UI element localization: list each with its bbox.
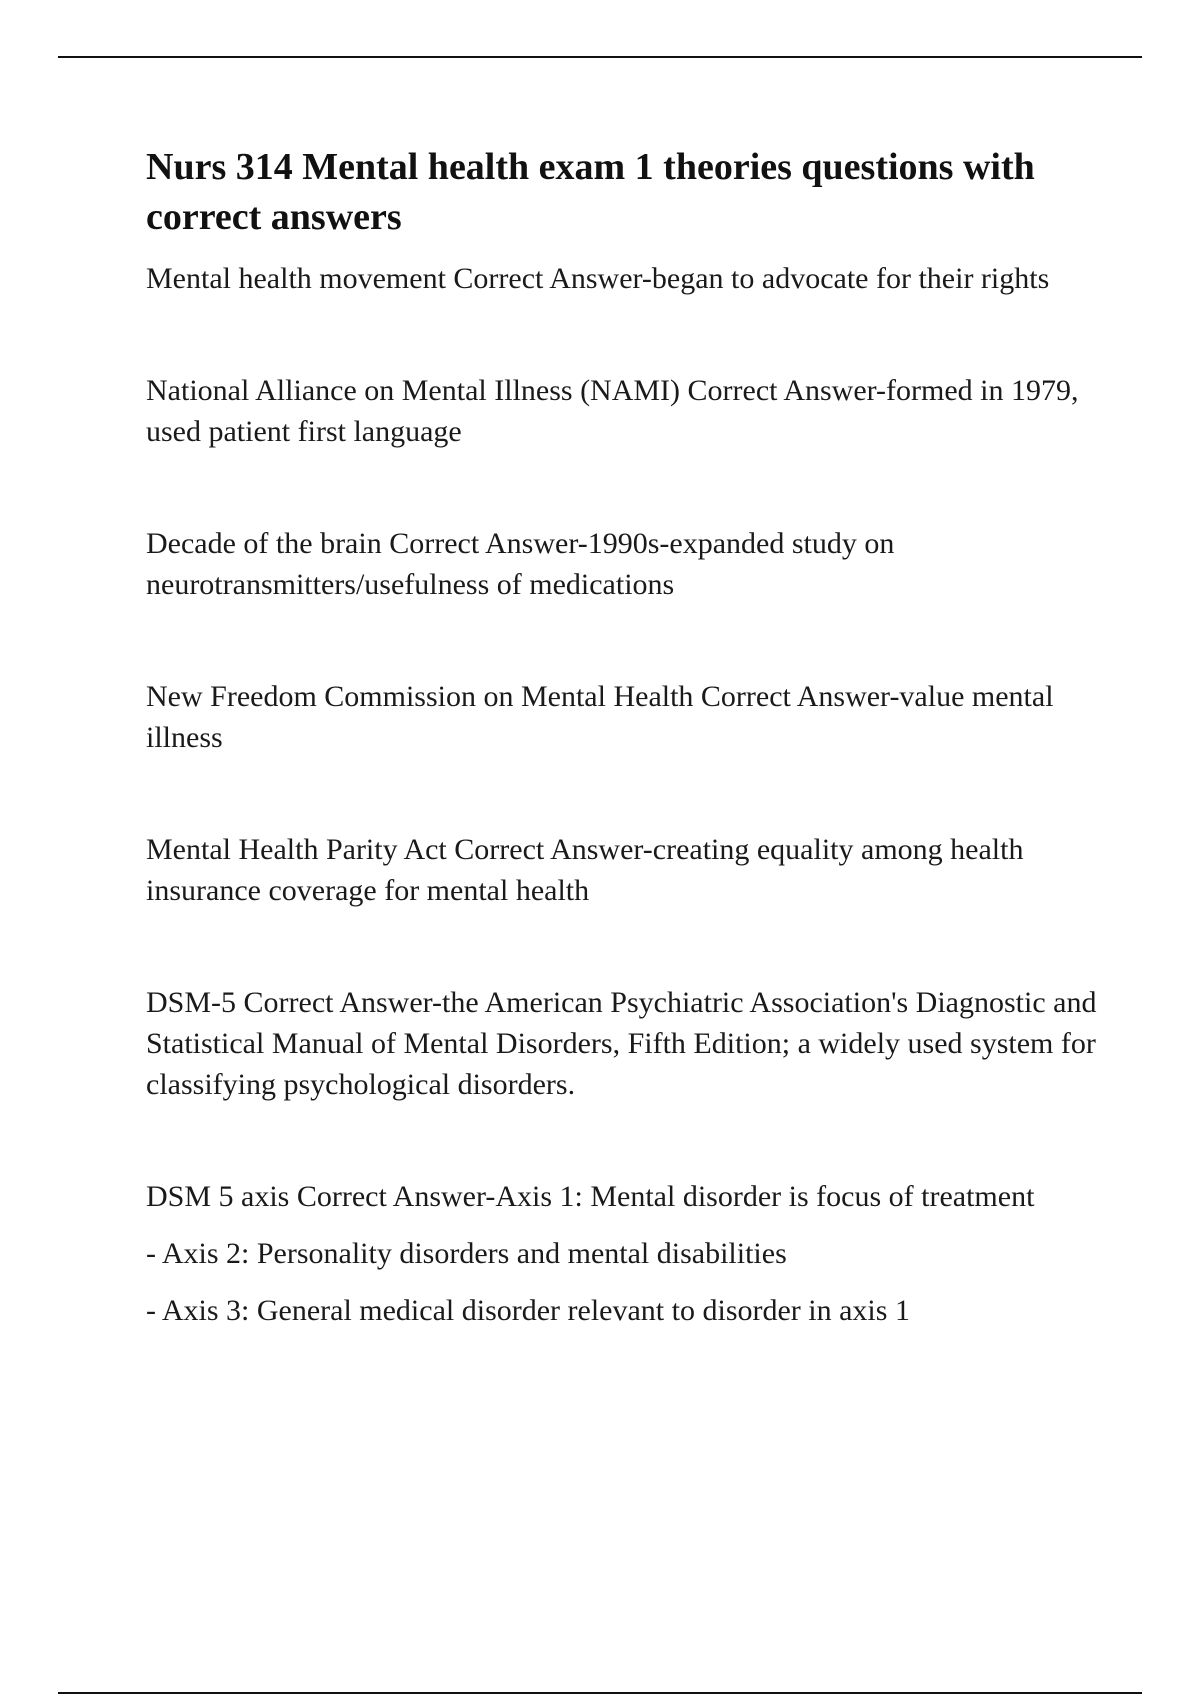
document-body	[146, 142, 1106, 1331]
qa-entry	[146, 676, 1106, 758]
qa-entry	[146, 258, 1106, 299]
qa-text: DSM 5 axis Correct Answer-Axis 1: Mental disorder is focus of treatment	[146, 1180, 1035, 1213]
qa-entry	[146, 982, 1106, 1105]
qa-text: National Alliance on Mental Illness (NAMI) Correct Answer-formed in 1979, used patient first language	[146, 374, 1079, 448]
bottom-rule	[58, 1692, 1142, 1694]
qa-entry	[146, 523, 1106, 605]
qa-entry	[146, 829, 1106, 911]
document-title: Nurs 314 Mental health exam 1 theories questions with correct answers	[146, 146, 1035, 238]
qa-subline: - Axis 3: General medical disorder relevant to disorder in axis 1	[146, 1294, 910, 1327]
qa-text: Mental health movement Correct Answer-began to advocate for their rights	[146, 262, 1050, 295]
qa-text: Decade of the brain Correct Answer-1990s-expanded study on neurotransmitters/usefulness of medications	[146, 527, 895, 601]
top-rule	[58, 56, 1142, 58]
qa-text: DSM-5 Correct Answer-the American Psychiatric Association's Diagnostic and Statistical Manual of Mental Disorders, Fifth Edition; a widely used system for classifying psychological disorders.	[146, 986, 1097, 1101]
qa-entry	[146, 1176, 1106, 1331]
qa-text: New Freedom Commission on Mental Health Correct Answer-value mental illness	[146, 680, 1054, 754]
qa-subline: - Axis 2: Personality disorders and mental disabilities	[146, 1237, 787, 1270]
qa-text: Mental Health Parity Act Correct Answer-creating equality among health insurance coverage for mental health	[146, 833, 1024, 907]
qa-entry	[146, 370, 1106, 452]
